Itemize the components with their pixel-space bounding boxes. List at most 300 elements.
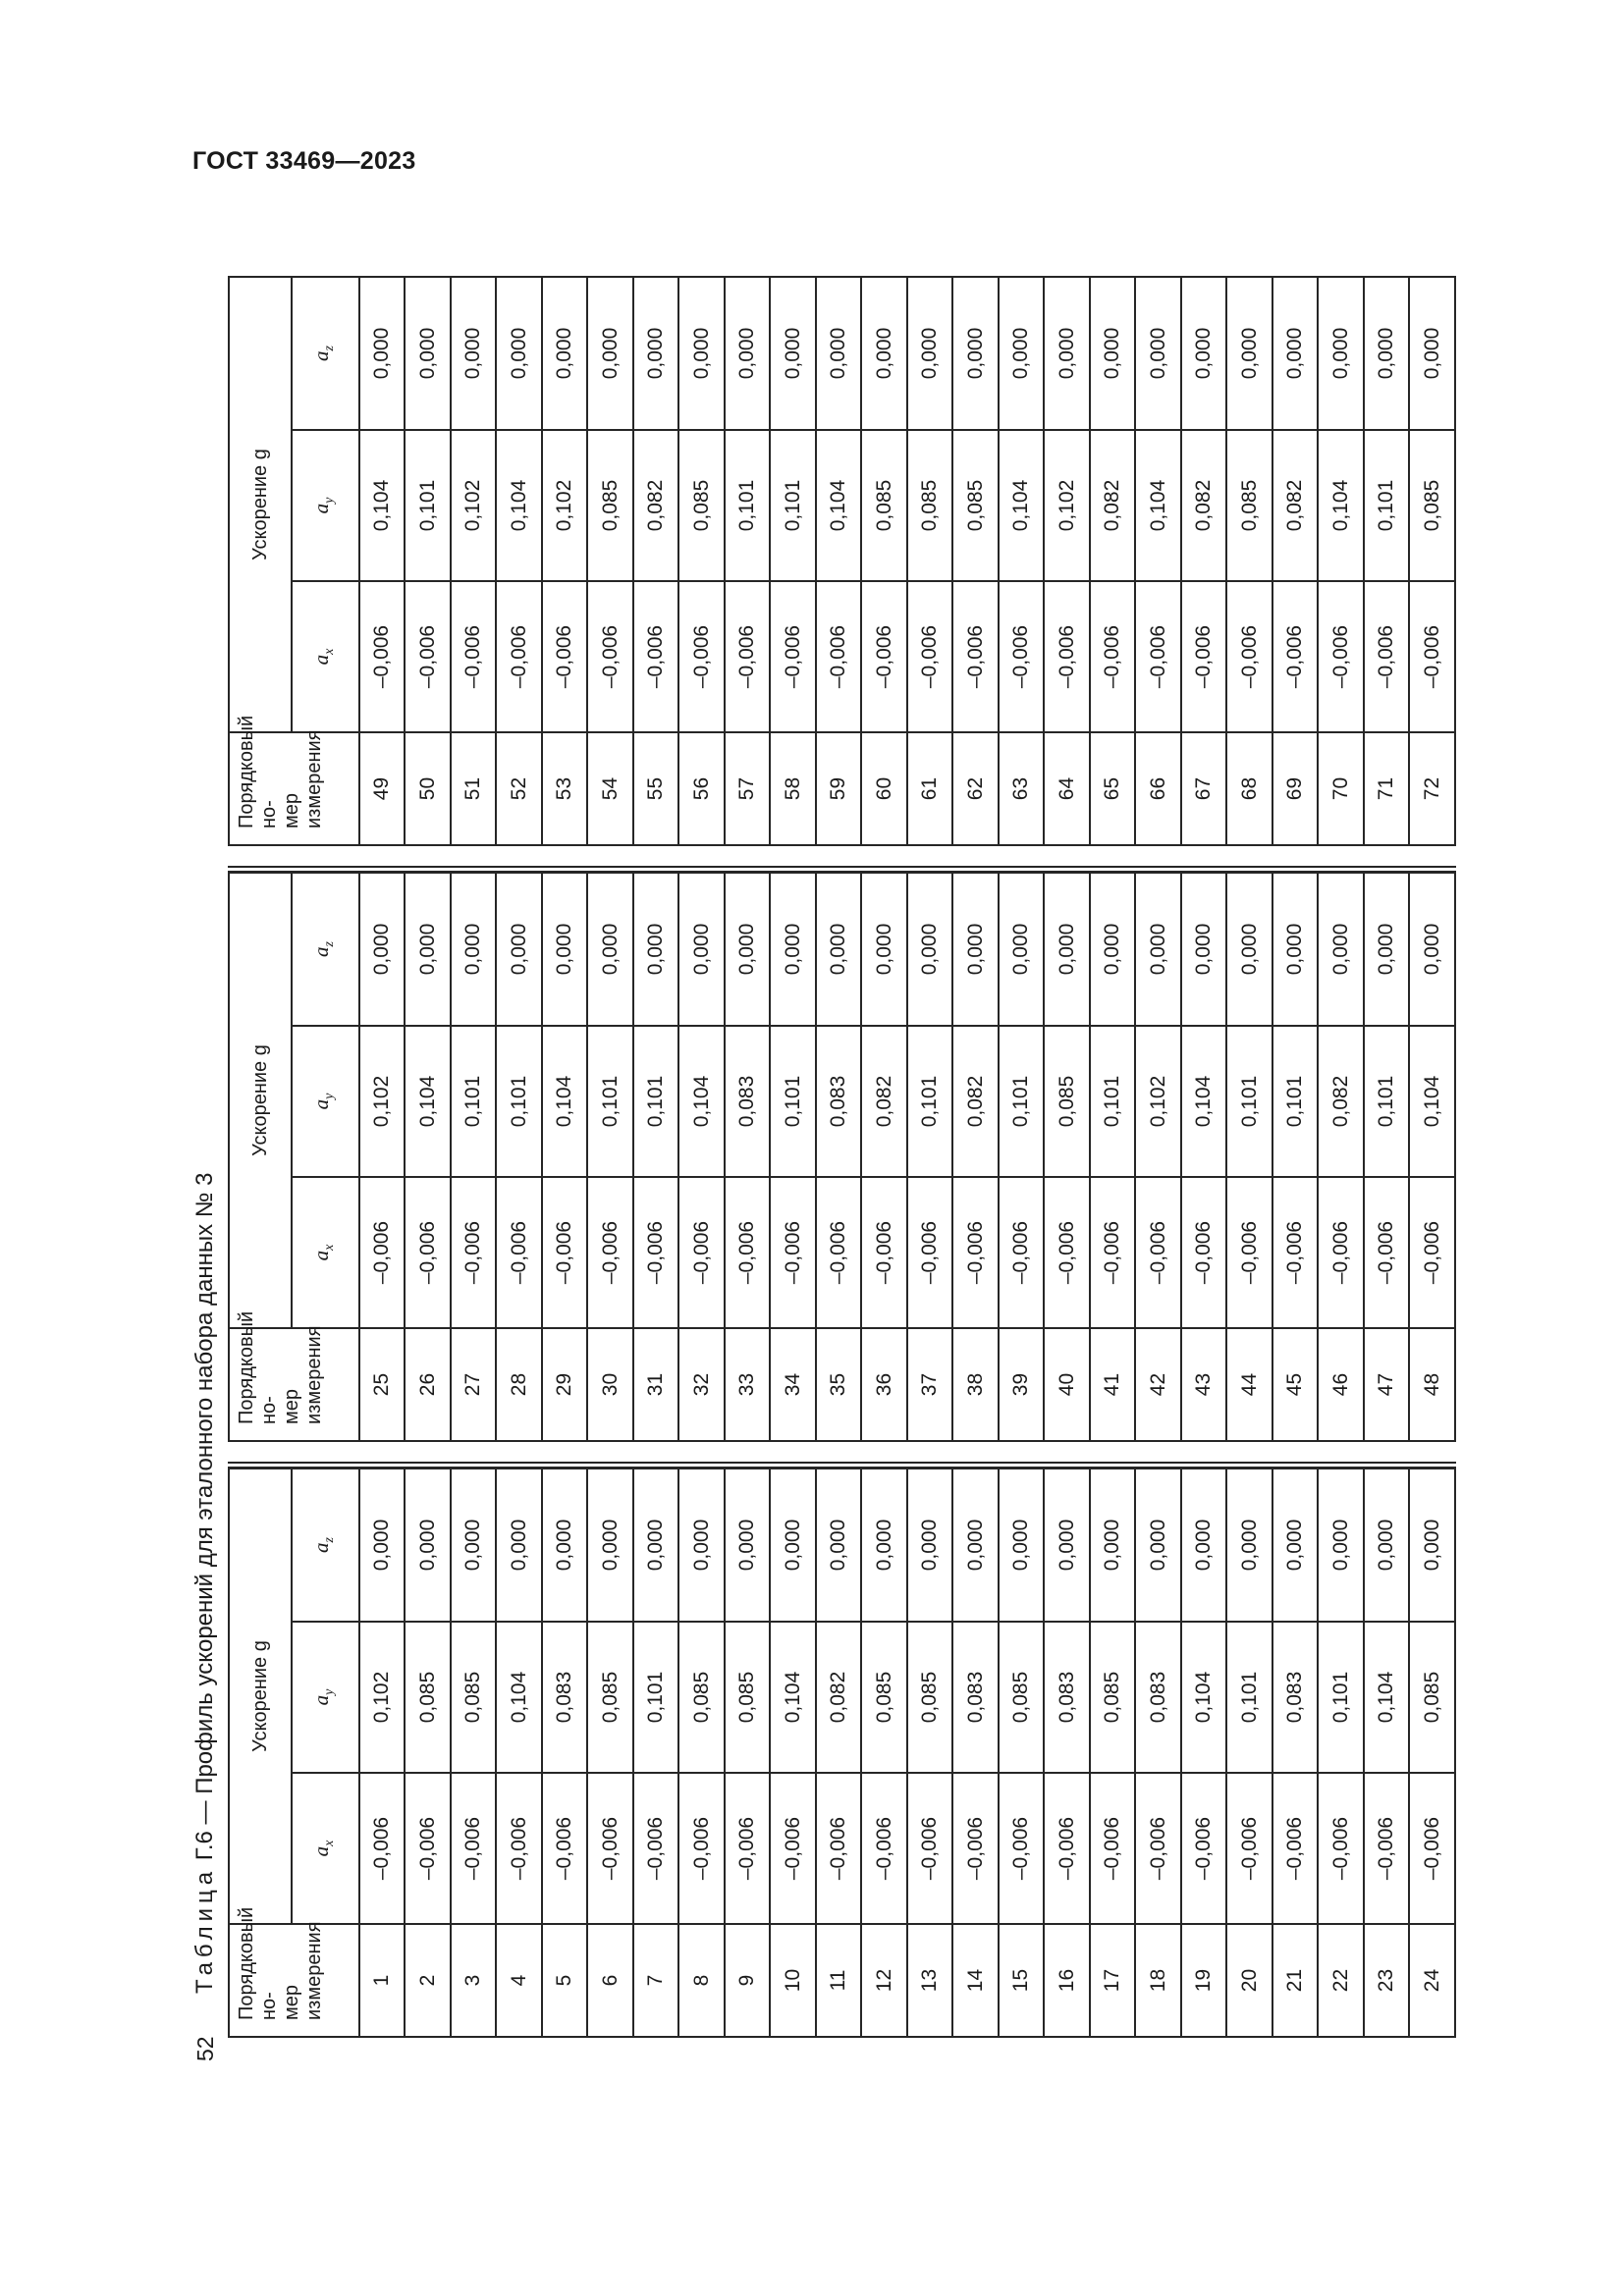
table-row xyxy=(542,1468,588,2037)
cell-ax: –0,006 xyxy=(952,1773,999,1924)
cell-az: 0,000 xyxy=(1226,277,1272,430)
cell-ay: 0,101 xyxy=(999,1026,1045,1177)
cell-ay: 0,085 xyxy=(952,430,999,581)
header-ay xyxy=(292,1622,358,1773)
cell-ay: 0,082 xyxy=(1181,430,1227,581)
cell-measurement-number: 4 xyxy=(496,1924,542,2037)
cell-ax: –0,006 xyxy=(587,1773,633,1924)
cell-ay: 0,101 xyxy=(1364,1026,1410,1177)
header-measurement-number-line2: мер измерения xyxy=(281,1325,325,1424)
cell-measurement-number: 69 xyxy=(1272,732,1319,845)
header-measurement-number-line1: Порядковый но- xyxy=(236,1906,280,2020)
cell-ay: 0,085 xyxy=(1409,1622,1455,1773)
cell-measurement-number: 47 xyxy=(1364,1328,1410,1441)
header-ay-subscript: y xyxy=(322,497,338,504)
table-block-2 xyxy=(228,872,1456,1442)
cell-measurement-number: 49 xyxy=(359,732,406,845)
cell-measurement-number: 46 xyxy=(1318,1328,1364,1441)
table-row xyxy=(725,1468,771,2037)
table-row xyxy=(678,873,725,1441)
cell-measurement-number: 27 xyxy=(451,1328,497,1441)
table-row xyxy=(405,277,451,845)
cell-measurement-number: 48 xyxy=(1409,1328,1455,1441)
cell-measurement-number: 23 xyxy=(1364,1924,1410,2037)
header-ax-subscript: x xyxy=(322,1840,338,1846)
cell-ay: 0,083 xyxy=(725,1026,771,1177)
cell-az: 0,000 xyxy=(770,277,816,430)
cell-az: 0,000 xyxy=(816,277,862,430)
cell-az: 0,000 xyxy=(725,873,771,1026)
cell-ax: –0,006 xyxy=(1318,1773,1364,1924)
cell-ay: 0,085 xyxy=(405,1622,451,1773)
cell-measurement-number: 32 xyxy=(678,1328,725,1441)
cell-measurement-number: 35 xyxy=(816,1328,862,1441)
cell-ay: 0,101 xyxy=(770,430,816,581)
cell-ax: –0,006 xyxy=(1226,581,1272,732)
cell-measurement-number: 59 xyxy=(816,732,862,845)
table-row xyxy=(907,277,953,845)
cell-measurement-number: 22 xyxy=(1318,1924,1364,2037)
header-az-subscript: z xyxy=(322,1537,338,1543)
cell-az: 0,000 xyxy=(1181,873,1227,1026)
cell-measurement-number: 2 xyxy=(405,1924,451,2037)
cell-measurement-number: 24 xyxy=(1409,1924,1455,2037)
table-row xyxy=(1409,873,1455,1441)
cell-az: 0,000 xyxy=(678,277,725,430)
cell-az: 0,000 xyxy=(633,277,679,430)
rotated-table-area xyxy=(192,277,1456,2061)
cell-ay: 0,082 xyxy=(1090,430,1136,581)
cell-ax: –0,006 xyxy=(725,1773,771,1924)
cell-az: 0,000 xyxy=(1272,1468,1319,1622)
cell-measurement-number: 65 xyxy=(1090,732,1136,845)
cell-measurement-number: 45 xyxy=(1272,1328,1319,1441)
cell-az: 0,000 xyxy=(542,873,588,1026)
cell-ax: –0,006 xyxy=(542,1773,588,1924)
cell-az: 0,000 xyxy=(725,1468,771,1622)
table-row xyxy=(633,1468,679,2037)
table-row xyxy=(816,1468,862,2037)
cell-ay: 0,104 xyxy=(542,1026,588,1177)
table-row xyxy=(587,277,633,845)
block-separator-double-line xyxy=(228,866,1456,873)
cell-ay: 0,104 xyxy=(1135,430,1181,581)
cell-ax: –0,006 xyxy=(1364,581,1410,732)
header-ax xyxy=(292,1177,358,1328)
cell-ax: –0,006 xyxy=(1181,581,1227,732)
cell-az: 0,000 xyxy=(1044,277,1090,430)
header-ay xyxy=(292,430,358,581)
cell-az: 0,000 xyxy=(1226,1468,1272,1622)
cell-ay: 0,082 xyxy=(1272,430,1319,581)
cell-ay: 0,101 xyxy=(451,1026,497,1177)
table-row xyxy=(1226,1468,1272,2037)
cell-ax: –0,006 xyxy=(1044,1177,1090,1328)
cell-ax: –0,006 xyxy=(587,581,633,732)
cell-ax: –0,006 xyxy=(542,1177,588,1328)
cell-ay: 0,082 xyxy=(1318,1026,1364,1177)
table-row xyxy=(999,1468,1045,2037)
cell-measurement-number: 38 xyxy=(952,1328,999,1441)
table-row xyxy=(405,873,451,1441)
cell-az: 0,000 xyxy=(1135,1468,1181,1622)
cell-az: 0,000 xyxy=(952,873,999,1026)
cell-ax: –0,006 xyxy=(1135,581,1181,732)
cell-az: 0,000 xyxy=(451,1468,497,1622)
cell-measurement-number: 55 xyxy=(633,732,679,845)
cell-ay: 0,102 xyxy=(359,1026,406,1177)
cell-measurement-number: 67 xyxy=(1181,732,1227,845)
cell-az: 0,000 xyxy=(1090,1468,1136,1622)
cell-az: 0,000 xyxy=(1318,1468,1364,1622)
cell-measurement-number: 1 xyxy=(359,1924,406,2037)
cell-az: 0,000 xyxy=(816,873,862,1026)
header-ay-base: a xyxy=(309,1098,334,1110)
cell-ay: 0,104 xyxy=(405,1026,451,1177)
cell-ay: 0,083 xyxy=(1135,1622,1181,1773)
header-ax-base: a xyxy=(309,1845,334,1857)
cell-measurement-number: 29 xyxy=(542,1328,588,1441)
cell-az: 0,000 xyxy=(1409,873,1455,1026)
table-row xyxy=(1364,1468,1410,2037)
cell-ay: 0,104 xyxy=(770,1622,816,1773)
header-measurement-number-line1: Порядковый но- xyxy=(236,1310,280,1424)
cell-ay: 0,085 xyxy=(1090,1622,1136,1773)
table-row xyxy=(451,873,497,1441)
cell-ax: –0,006 xyxy=(861,1177,907,1328)
header-az-base: a xyxy=(309,1542,334,1553)
header-measurement-number xyxy=(229,715,359,845)
cell-az: 0,000 xyxy=(725,277,771,430)
cell-ay: 0,104 xyxy=(1181,1026,1227,1177)
cell-ay: 0,082 xyxy=(952,1026,999,1177)
cell-ax: –0,006 xyxy=(770,581,816,732)
cell-az: 0,000 xyxy=(1135,277,1181,430)
table-row xyxy=(542,873,588,1441)
cell-measurement-number: 57 xyxy=(725,732,771,845)
table-row xyxy=(1090,873,1136,1441)
cell-ay: 0,102 xyxy=(451,430,497,581)
cell-ax: –0,006 xyxy=(1409,1773,1455,1924)
cell-az: 0,000 xyxy=(633,873,679,1026)
table-row xyxy=(633,277,679,845)
cell-ax: –0,006 xyxy=(1044,581,1090,732)
cell-ay: 0,101 xyxy=(770,1026,816,1177)
cell-ay: 0,101 xyxy=(1318,1622,1364,1773)
cell-ay: 0,101 xyxy=(405,430,451,581)
cell-measurement-number: 36 xyxy=(861,1328,907,1441)
cell-ay: 0,104 xyxy=(816,430,862,581)
cell-ay: 0,101 xyxy=(1364,430,1410,581)
table-row xyxy=(1272,1468,1319,2037)
table-row xyxy=(1318,873,1364,1441)
header-az-subscript: z xyxy=(322,346,338,351)
header-az xyxy=(292,277,358,430)
cell-measurement-number: 25 xyxy=(359,1328,406,1441)
cell-az: 0,000 xyxy=(405,873,451,1026)
cell-az: 0,000 xyxy=(496,277,542,430)
cell-az: 0,000 xyxy=(1181,277,1227,430)
table-row xyxy=(359,1468,406,2037)
header-acceleration-g: Ускорение g xyxy=(229,277,292,732)
cell-measurement-number: 43 xyxy=(1181,1328,1227,1441)
cell-ay: 0,085 xyxy=(999,1622,1045,1773)
cell-az: 0,000 xyxy=(359,873,406,1026)
cell-measurement-number: 64 xyxy=(1044,732,1090,845)
cell-measurement-number: 21 xyxy=(1272,1924,1319,2037)
table-block-1 xyxy=(228,1468,1456,2038)
table-row xyxy=(816,277,862,845)
header-ax-subscript: x xyxy=(322,1244,338,1251)
cell-az: 0,000 xyxy=(542,1468,588,1622)
cell-ax: –0,006 xyxy=(816,1773,862,1924)
header-az xyxy=(292,873,358,1026)
cell-ay: 0,085 xyxy=(1226,430,1272,581)
cell-ax: –0,006 xyxy=(770,1773,816,1924)
cell-ay: 0,085 xyxy=(678,430,725,581)
header-acceleration-g: Ускорение g xyxy=(229,873,292,1328)
header-ay-subscript: y xyxy=(322,1093,338,1099)
table-row xyxy=(1272,873,1319,1441)
cell-ax: –0,006 xyxy=(678,1773,725,1924)
cell-ay: 0,104 xyxy=(359,430,406,581)
table-row xyxy=(770,873,816,1441)
table-row xyxy=(861,277,907,845)
cell-ax: –0,006 xyxy=(496,1177,542,1328)
document-code-header: ГОСТ 33469—2023 xyxy=(192,147,416,175)
cell-measurement-number: 9 xyxy=(725,1924,771,2037)
table-caption xyxy=(192,1172,218,1994)
table-row xyxy=(999,277,1045,845)
cell-ay: 0,104 xyxy=(678,1026,725,1177)
table-row xyxy=(1044,277,1090,845)
block-separator-double-line xyxy=(228,1462,1456,1468)
header-ax-subscript: x xyxy=(322,648,338,655)
cell-ax: –0,006 xyxy=(907,581,953,732)
cell-ax: –0,006 xyxy=(999,1773,1045,1924)
cell-measurement-number: 30 xyxy=(587,1328,633,1441)
cell-az: 0,000 xyxy=(1364,277,1410,430)
cell-ax: –0,006 xyxy=(770,1177,816,1328)
cell-measurement-number: 3 xyxy=(451,1924,497,2037)
cell-ax: –0,006 xyxy=(451,581,497,732)
table-row xyxy=(1409,277,1455,845)
cell-measurement-number: 66 xyxy=(1135,732,1181,845)
cell-az: 0,000 xyxy=(1318,277,1364,430)
header-ax-base: a xyxy=(309,654,334,666)
table-row xyxy=(1044,873,1090,1441)
cell-measurement-number: 50 xyxy=(405,732,451,845)
cell-ax: –0,006 xyxy=(451,1773,497,1924)
caption-title: Г.6 — Профиль ускорений для эталонного набора данных № 3 xyxy=(191,1172,218,1867)
table-row xyxy=(359,873,406,1441)
cell-measurement-number: 11 xyxy=(816,1924,862,2037)
table-row xyxy=(1226,873,1272,1441)
table-row xyxy=(542,277,588,845)
cell-measurement-number: 72 xyxy=(1409,732,1455,845)
cell-measurement-number: 31 xyxy=(633,1328,679,1441)
cell-measurement-number: 54 xyxy=(587,732,633,845)
cell-ax: –0,006 xyxy=(1226,1177,1272,1328)
cell-ax: –0,006 xyxy=(1090,581,1136,732)
cell-ax: –0,006 xyxy=(999,581,1045,732)
cell-measurement-number: 18 xyxy=(1135,1924,1181,2037)
cell-ax: –0,006 xyxy=(1090,1773,1136,1924)
header-az xyxy=(292,1468,358,1622)
cell-az: 0,000 xyxy=(1044,1468,1090,1622)
cell-az: 0,000 xyxy=(359,1468,406,1622)
cell-measurement-number: 16 xyxy=(1044,1924,1090,2037)
acceleration-profile-table xyxy=(228,278,1456,2038)
cell-az: 0,000 xyxy=(678,1468,725,1622)
table-row xyxy=(451,277,497,845)
cell-measurement-number: 52 xyxy=(496,732,542,845)
cell-ay: 0,101 xyxy=(633,1622,679,1773)
cell-ax: –0,006 xyxy=(678,1177,725,1328)
table-row xyxy=(496,873,542,1441)
header-measurement-number xyxy=(229,1310,359,1441)
cell-az: 0,000 xyxy=(1044,873,1090,1026)
cell-az: 0,000 xyxy=(587,1468,633,1622)
cell-measurement-number: 61 xyxy=(907,732,953,845)
cell-ax: –0,006 xyxy=(405,1773,451,1924)
cell-ax: –0,006 xyxy=(359,581,406,732)
cell-ax: –0,006 xyxy=(1364,1177,1410,1328)
cell-measurement-number: 15 xyxy=(999,1924,1045,2037)
header-az-base: a xyxy=(309,946,334,957)
cell-ax: –0,006 xyxy=(1135,1773,1181,1924)
cell-ay: 0,102 xyxy=(1044,430,1090,581)
table-row xyxy=(907,1468,953,2037)
cell-measurement-number: 68 xyxy=(1226,732,1272,845)
cell-measurement-number: 71 xyxy=(1364,732,1410,845)
cell-ax: –0,006 xyxy=(542,581,588,732)
table-row xyxy=(816,873,862,1441)
cell-az: 0,000 xyxy=(451,277,497,430)
cell-ay: 0,104 xyxy=(496,430,542,581)
cell-measurement-number: 70 xyxy=(1318,732,1364,845)
cell-measurement-number: 5 xyxy=(542,1924,588,2037)
header-ay xyxy=(292,1026,358,1177)
cell-ax: –0,006 xyxy=(1044,1773,1090,1924)
cell-az: 0,000 xyxy=(405,1468,451,1622)
cell-measurement-number: 41 xyxy=(1090,1328,1136,1441)
cell-measurement-number: 34 xyxy=(770,1328,816,1441)
cell-az: 0,000 xyxy=(952,1468,999,1622)
cell-ay: 0,082 xyxy=(816,1622,862,1773)
cell-az: 0,000 xyxy=(1364,873,1410,1026)
cell-az: 0,000 xyxy=(678,873,725,1026)
table-row xyxy=(770,277,816,845)
cell-ax: –0,006 xyxy=(725,581,771,732)
cell-az: 0,000 xyxy=(1226,873,1272,1026)
cell-measurement-number: 20 xyxy=(1226,1924,1272,2037)
cell-measurement-number: 53 xyxy=(542,732,588,845)
cell-az: 0,000 xyxy=(1409,1468,1455,1622)
cell-ax: –0,006 xyxy=(952,581,999,732)
table-row xyxy=(1044,1468,1090,2037)
cell-ax: –0,006 xyxy=(1409,581,1455,732)
cell-ax: –0,006 xyxy=(1135,1177,1181,1328)
cell-ay: 0,101 xyxy=(633,1026,679,1177)
table-row xyxy=(861,873,907,1441)
table-row xyxy=(359,277,406,845)
header-measurement-number-line2: мер измерения xyxy=(281,729,325,828)
cell-measurement-number: 6 xyxy=(587,1924,633,2037)
cell-az: 0,000 xyxy=(999,277,1045,430)
table-row xyxy=(405,1468,451,2037)
cell-measurement-number: 14 xyxy=(952,1924,999,2037)
cell-az: 0,000 xyxy=(1272,277,1319,430)
cell-ax: –0,006 xyxy=(1364,1773,1410,1924)
cell-ax: –0,006 xyxy=(405,1177,451,1328)
table-row xyxy=(1181,1468,1227,2037)
caption-prefix: Таблица xyxy=(191,1866,218,1994)
header-az-base: a xyxy=(309,350,334,361)
cell-ay: 0,104 xyxy=(1364,1622,1410,1773)
cell-measurement-number: 58 xyxy=(770,732,816,845)
cell-ay: 0,083 xyxy=(1272,1622,1319,1773)
cell-az: 0,000 xyxy=(1090,277,1136,430)
cell-ax: –0,006 xyxy=(1181,1773,1227,1924)
cell-measurement-number: 60 xyxy=(861,732,907,845)
table-row xyxy=(678,277,725,845)
cell-ax: –0,006 xyxy=(816,581,862,732)
table-row xyxy=(1135,873,1181,1441)
cell-az: 0,000 xyxy=(587,277,633,430)
table-row xyxy=(725,873,771,1441)
cell-ax: –0,006 xyxy=(359,1773,406,1924)
cell-az: 0,000 xyxy=(1409,277,1455,430)
table-row xyxy=(1181,873,1227,1441)
cell-ay: 0,101 xyxy=(725,430,771,581)
cell-ay: 0,085 xyxy=(678,1622,725,1773)
cell-ay: 0,101 xyxy=(587,1026,633,1177)
table-row xyxy=(952,277,999,845)
cell-az: 0,000 xyxy=(451,873,497,1026)
table-row xyxy=(1135,277,1181,845)
page-number: 52 xyxy=(192,2036,218,2061)
cell-ay: 0,101 xyxy=(907,1026,953,1177)
cell-ay: 0,101 xyxy=(496,1026,542,1177)
cell-ay: 0,083 xyxy=(816,1026,862,1177)
cell-az: 0,000 xyxy=(542,277,588,430)
cell-measurement-number: 51 xyxy=(451,732,497,845)
cell-ax: –0,006 xyxy=(861,581,907,732)
cell-ax: –0,006 xyxy=(1272,581,1319,732)
cell-ay: 0,101 xyxy=(1226,1622,1272,1773)
cell-ax: –0,006 xyxy=(405,581,451,732)
cell-ay: 0,101 xyxy=(1226,1026,1272,1177)
cell-ax: –0,006 xyxy=(496,1773,542,1924)
cell-ay: 0,104 xyxy=(1409,1026,1455,1177)
cell-ax: –0,006 xyxy=(1272,1177,1319,1328)
cell-ay: 0,083 xyxy=(952,1622,999,1773)
cell-ax: –0,006 xyxy=(1318,1177,1364,1328)
cell-measurement-number: 28 xyxy=(496,1328,542,1441)
table-row xyxy=(1135,1468,1181,2037)
cell-ax: –0,006 xyxy=(861,1773,907,1924)
cell-measurement-number: 26 xyxy=(405,1328,451,1441)
header-ax xyxy=(292,1773,358,1924)
cell-ay: 0,085 xyxy=(907,430,953,581)
cell-ax: –0,006 xyxy=(1181,1177,1227,1328)
cell-ax: –0,006 xyxy=(907,1773,953,1924)
cell-measurement-number: 13 xyxy=(907,1924,953,2037)
cell-az: 0,000 xyxy=(1090,873,1136,1026)
cell-ay: 0,082 xyxy=(861,1026,907,1177)
cell-az: 0,000 xyxy=(587,873,633,1026)
